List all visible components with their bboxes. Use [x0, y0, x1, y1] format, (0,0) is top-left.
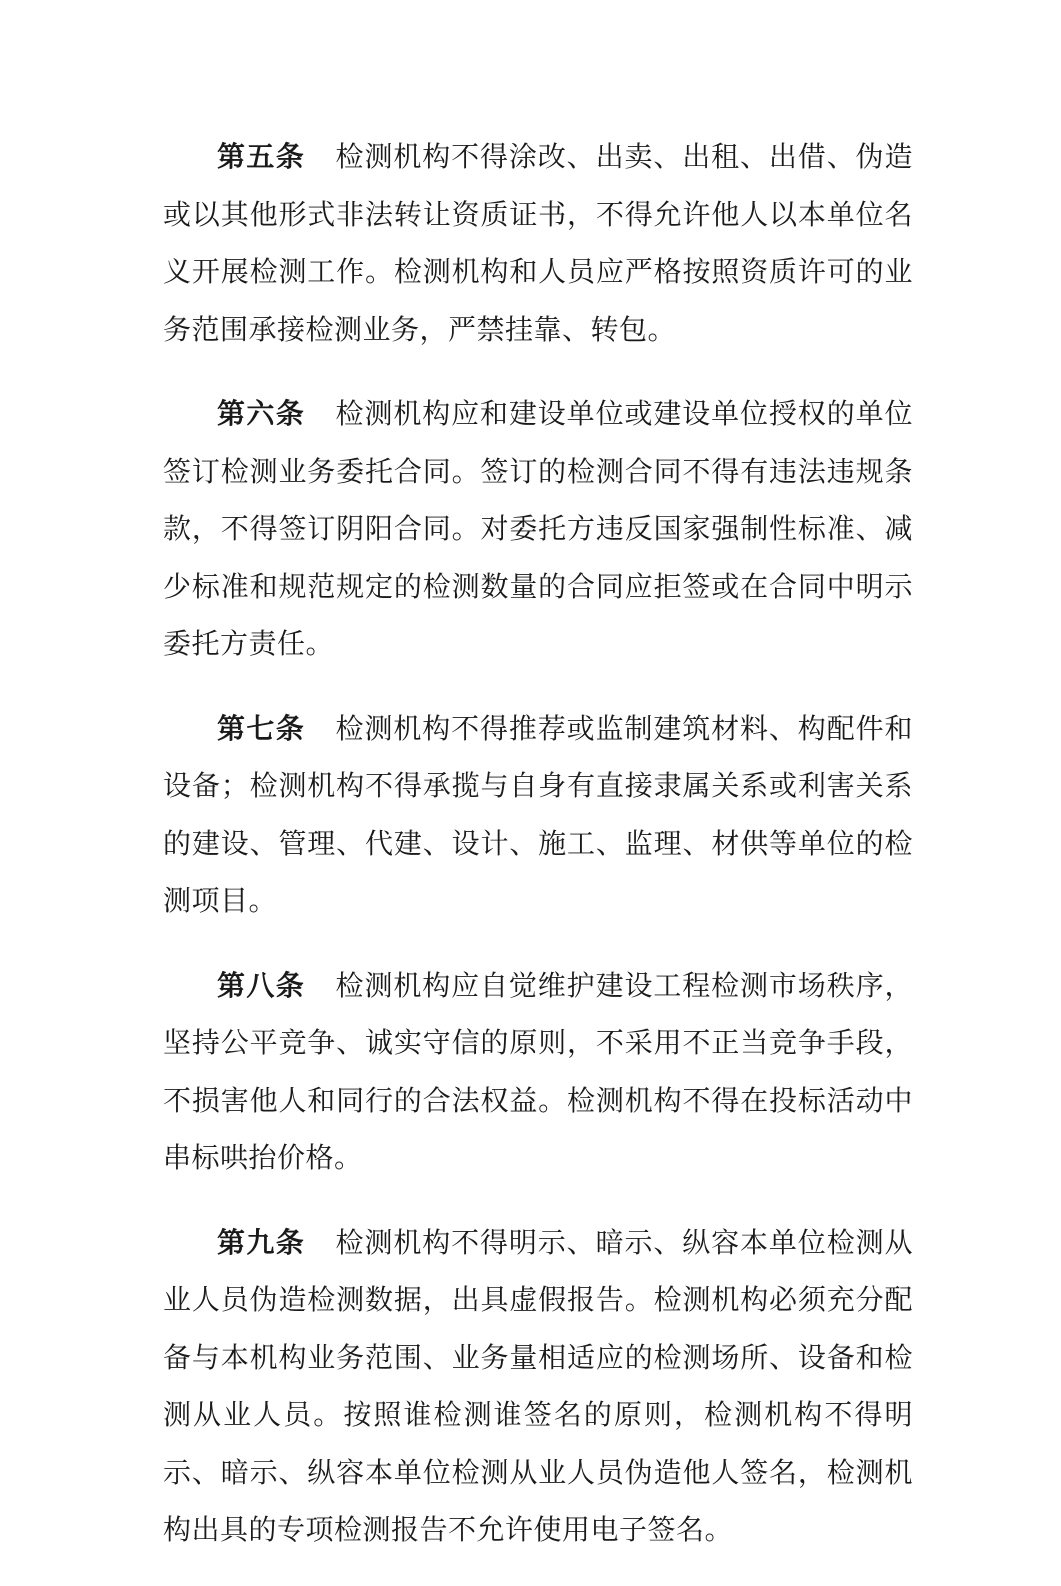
- article-6-text: 检测机构应和建设单位或建设单位授权的单位签订检测业务委托合同。签订的检测合同不得有违法违规条款，不得签订阴阳合同。对委托方违反国家强制性标准、减少标准和规范规定的检测数量的合同应拒签或在合同中明示委托方责任。: [163, 397, 913, 660]
- article-6: [163, 385, 913, 673]
- article-8-text: 检测机构应自觉维护建设工程检测市场秩序，坚持公平竞争、诚实守信的原则，不采用不正当竞争手段，不损害他人和同行的合法权益。检测机构不得在投标活动中串标哄抬价格。: [163, 968, 913, 1174]
- article-5-text: 检测机构不得涂改、出卖、出租、出借、伪造或以其他形式非法转让资质证书，不得允许他人以本单位名义开展检测工作。检测机构和人员应严格按照资质许可的业务范围承接检测业务，严禁挂靠、转包。: [163, 140, 913, 346]
- article-7-title: 第七条: [217, 711, 306, 745]
- article-7-text: 检测机构不得推荐或监制建筑材料、构配件和设备；检测机构不得承揽与自身有直接隶属关系或利害关系的建设、管理、代建、设计、施工、监理、材供等单位的检测项目。: [163, 711, 913, 917]
- article-7: [163, 700, 913, 930]
- article-9-title: 第九条: [217, 1225, 306, 1259]
- article-6-title: 第六条: [217, 397, 306, 430]
- article-5: [163, 128, 913, 358]
- article-9-text: 检测机构不得明示、暗示、纵容本单位检测从业人员伪造检测数据，出具虚假报告。检测机构必须充分配备与本机构业务范围、业务量相适应的检测场所、设备和检测从业人员。按照谁检测谁签名的原则，检测机构不得明示、暗示、纵容本单位检测从业人员伪造他人签名，检测机构出具的专项检测报告不允许使用电子签名。: [163, 1225, 913, 1546]
- article-5-title: 第五条: [217, 140, 306, 173]
- article-8-title: 第八条: [217, 968, 306, 1002]
- article-9: [163, 1214, 913, 1559]
- document-page: [163, 128, 913, 1586]
- article-8: [163, 957, 913, 1187]
